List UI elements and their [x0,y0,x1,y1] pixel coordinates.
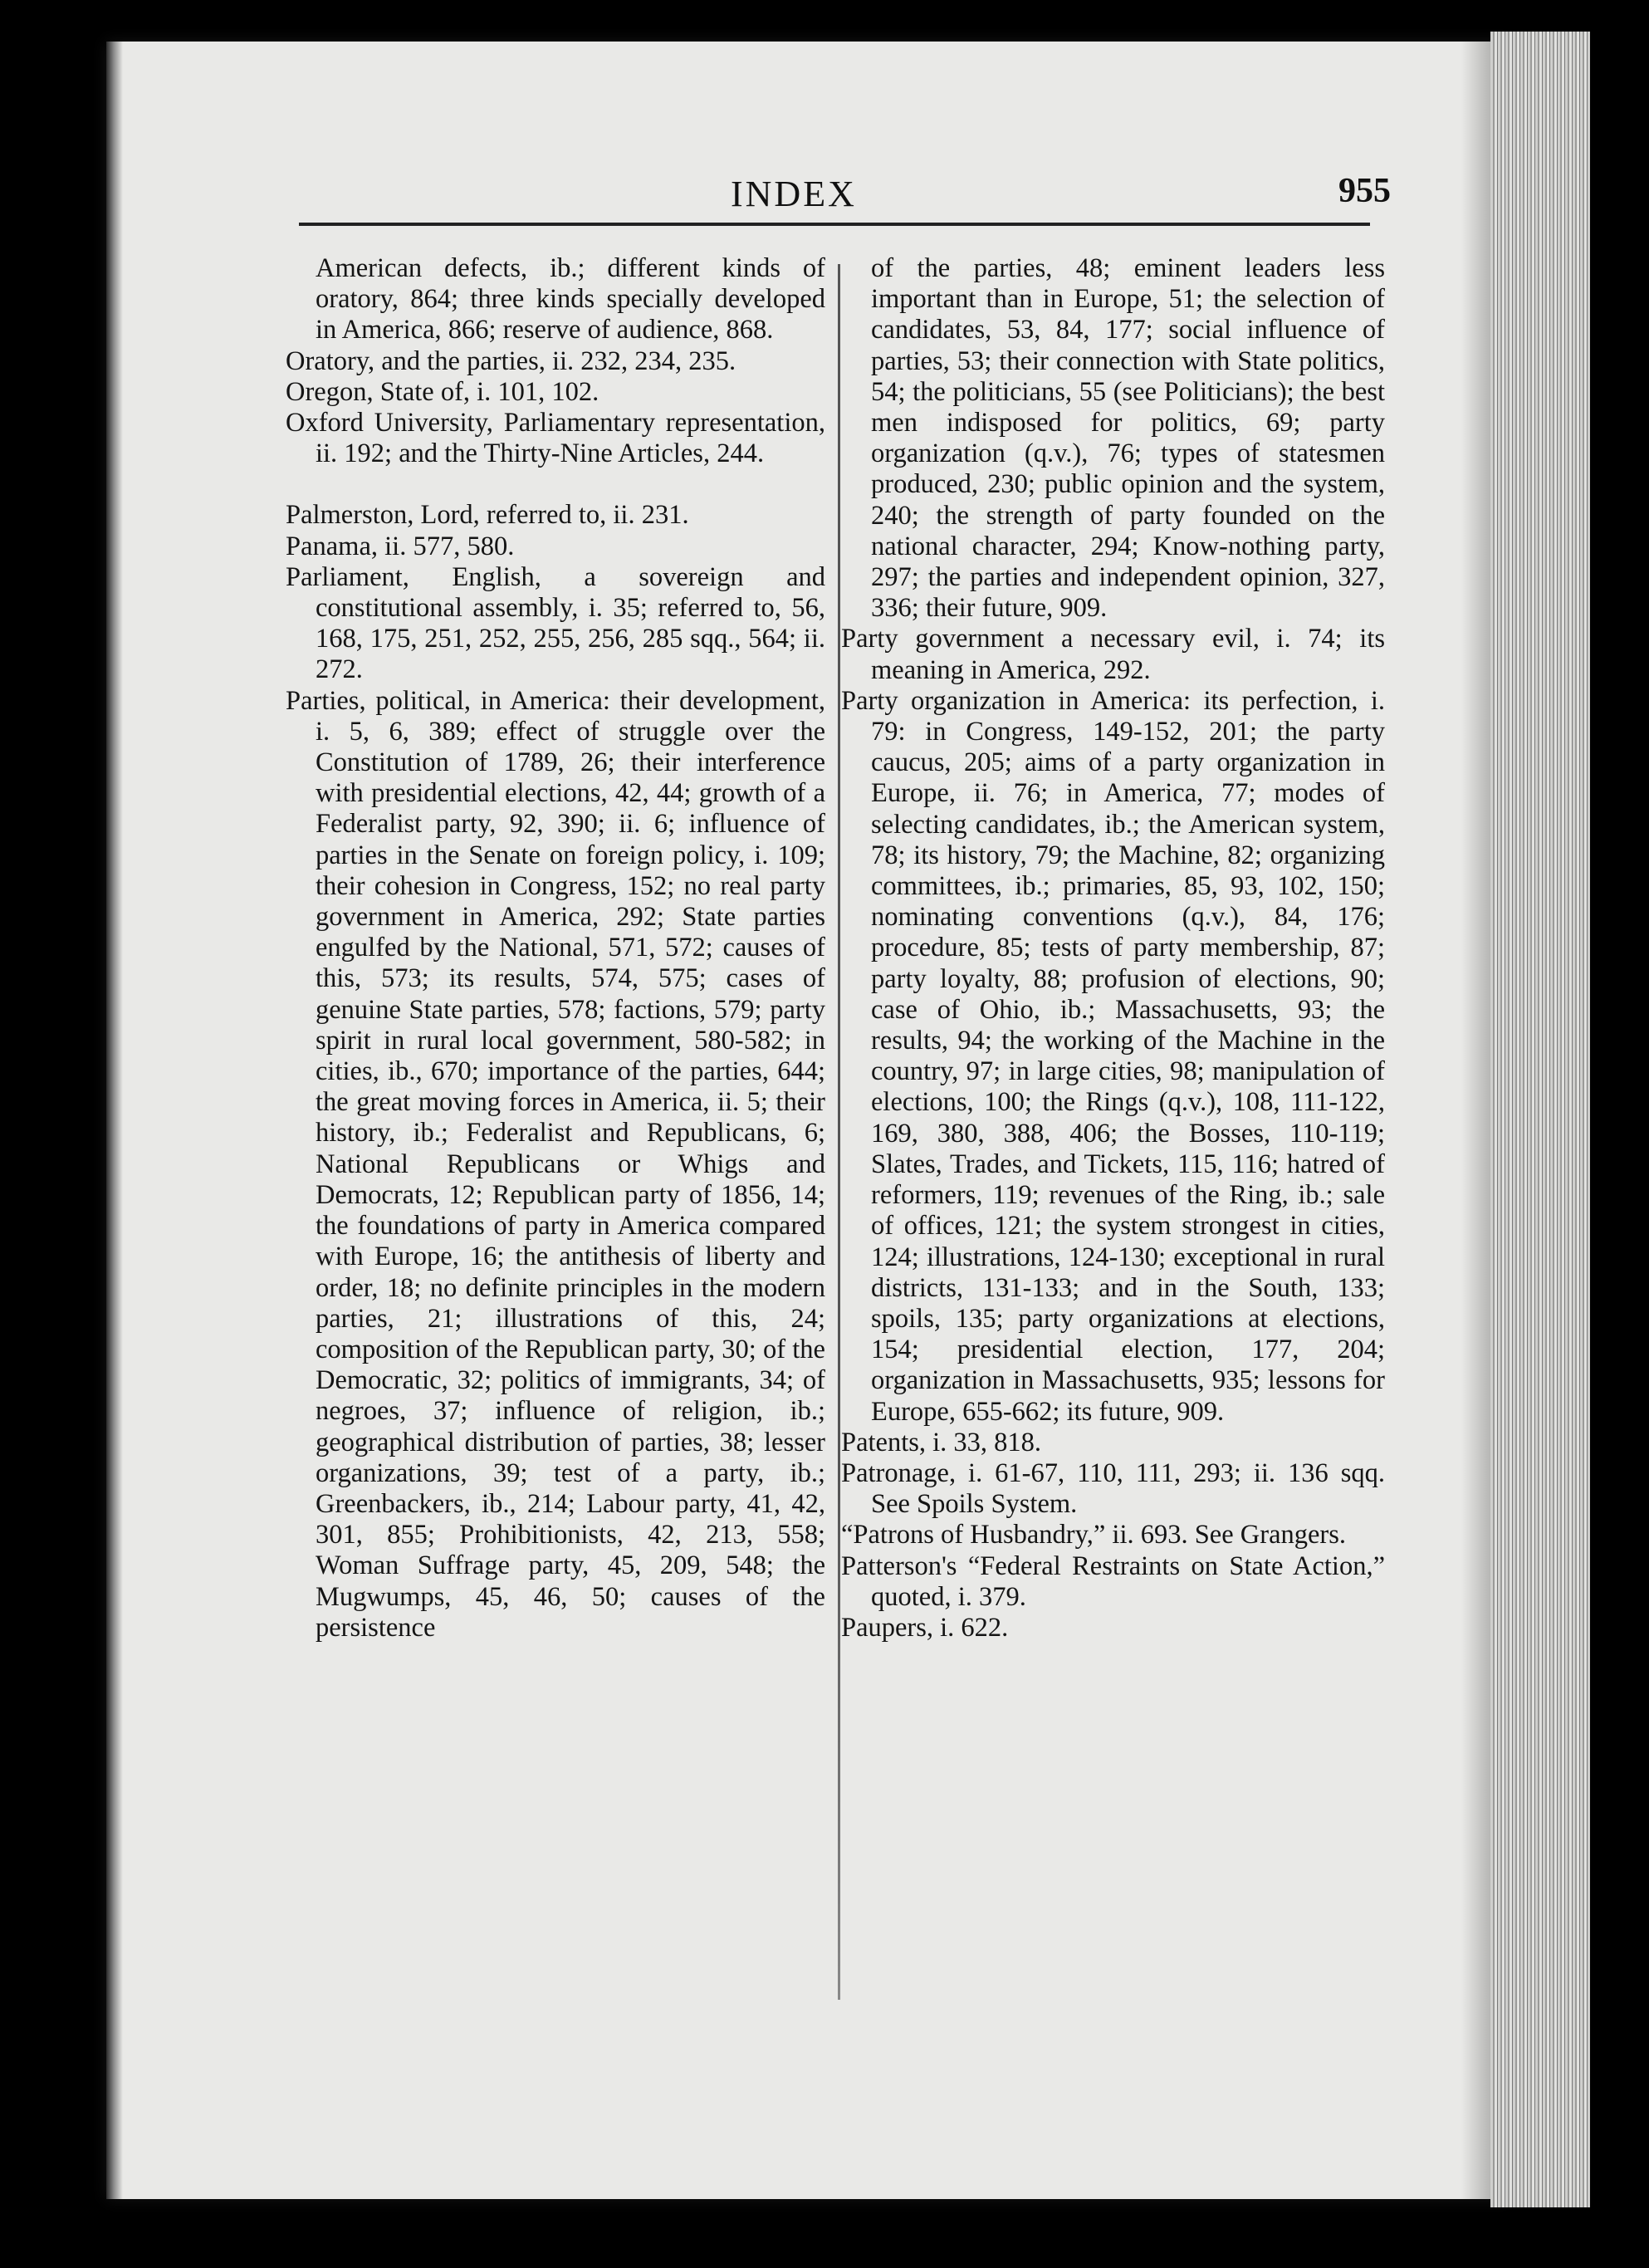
index-entry: Panama, ii. 577, 580. [286,531,515,561]
index-column-left [286,253,825,1643]
index-entry: Party government a necessary evil, i. 74; its meaning in America, 292. [841,624,1385,685]
index-entry: Patronage, i. 61-67, 110, 111, 293; ii. 136 sqq. See Spoils System. [841,1457,1385,1520]
page-edge-shadow [1461,42,1495,2199]
index-entry: Oratory, and the parties, ii. 232, 234, 235. [286,345,736,376]
index-entry: of the parties, 48; eminent leaders less important than in Europe, 51; the selection of candidates, 53, 84, 177; social influence of parties, 53; their connection with State politics, 54; the politicians, 55 (see Politicians); the best men indisposed for politics, 69; party organization (q.v.), 76; types of statesmen produced, 230; public opinion and the system, 240; the strength of party founded on the national character, 294; Know-nothing party, 297; the parties and independent opinion, 327, 336; their future, 909. [871,253,1385,624]
index-entry: “Patrons of Husbandry,” ii. 693. See Grangers. [841,1520,1347,1550]
page-number: 955 [1338,172,1391,210]
column-divider [838,264,840,2000]
index-entry: Parties, political, in America: their development, i. 5, 6, 389; effect of struggle over the Constitution of 1789, 26; their interference with presidential elections, 42, 44; growth of a Federalist party, 92, 390; ii. 6; influence of parties in the Senate on foreign policy, i. 109; their cohesion in Congress, 152; no real party government in America, 292; State parties engulfed by the National, 571, 572; causes of this, 573; its results, 574, 575; cases of genuine State parties, 578; factions, 579; party spirit in rural local government, 580-582; in cities, ib., 670; importance of the parties, 644; the great moving forces in America, ii. 5; their history, ib.; Federalist and Republicans, 6; National Republicans or Whigs and Democrats, 12; Republican party of 1856, 14; the foundations of party in America compared with Europe, 16; the antithesis of liberty and order, 18; no definite principles in the modern parties, 21; illustrations of this, 24; composition of the Republican party, 30; of the Democratic, 32; politics of immigrants, 34; of negroes, 37; influence of religion, ib.; geographical distribution of parties, 38; lesser organizations, 39; test of a party, ib.; Greenbackers, ib., 214; Labour party, 41, 42, 301, 855; Prohibitionists, 42, 213, 558; Woman Suffrage party, 45, 209, 548; the Mugwumps, 45, 46, 50; causes of the persistence [286,685,825,1643]
index-column-right [841,253,1385,1643]
page-gutter-shadow [106,42,123,2199]
index-entry: Oregon, State of, i. 101, 102. [286,376,599,407]
header-rule [299,223,1370,226]
page-stack-edge [1490,32,1590,2207]
index-entry: Palmerston, Lord, referred to, ii. 231. [286,500,689,531]
index-entry: American defects, ib.; different kinds of oratory, 864; three kinds specially developed in America, 866; reserve of audience, 868. [316,253,825,345]
index-entry: Parliament, English, a sovereign and constitutional assembly, i. 35; referred to, 56, 168, 175, 251, 252, 255, 256, 285 sqq., 564; ii. 272. [286,561,825,685]
page-title: INDEX [731,174,857,214]
index-entry: Oxford University, Parliamentary representation, ii. 192; and the Thirty-Nine Articles, 244. [286,408,825,469]
index-entry: Party organization in America: its perfection, i. 79: in Congress, 149-152, 201; the party caucus, 205; aims of a party organization in Europe, ii. 76; in America, 77; modes of selecting candidates, ib.; the American system, 78; its history, 79; the Machine, 82; organizing committees, ib.; primaries, 85, 93, 102, 150; nominating conventions (q.v.), 84, 176; procedure, 85; tests of party membership, 87; party loyalty, 88; profusion of elections, 90; case of Ohio, ib.; Massachusetts, 93; the results, 94; the working of the Machine in the country, 97; in large cities, 98; manipulation of elections, 100; the Rings (q.v.), 108, 111-122, 169, 380, 388, 406; the Bosses, 110-119; Slates, Trades, and Tickets, 115, 116; hatred of reformers, 119; revenues of the Ring, ib.; sale of offices, 121; the system strongest in cities, 124; illustrations, 124-130; exceptional in rural districts, 131-133; and in the South, 133; spoils, 135; party organizations at elections, 154; presidential election, 177, 204; organization in Massachusetts, 935; lessons for Europe, 655-662; its future, 909. [841,685,1385,1427]
index-entry: Patterson's “Federal Restraints on State Action,” quoted, i. 379. [841,1550,1385,1612]
index-entry: Patents, i. 33, 818. [841,1427,1042,1457]
index-entry: Paupers, i. 622. [841,1612,1009,1643]
